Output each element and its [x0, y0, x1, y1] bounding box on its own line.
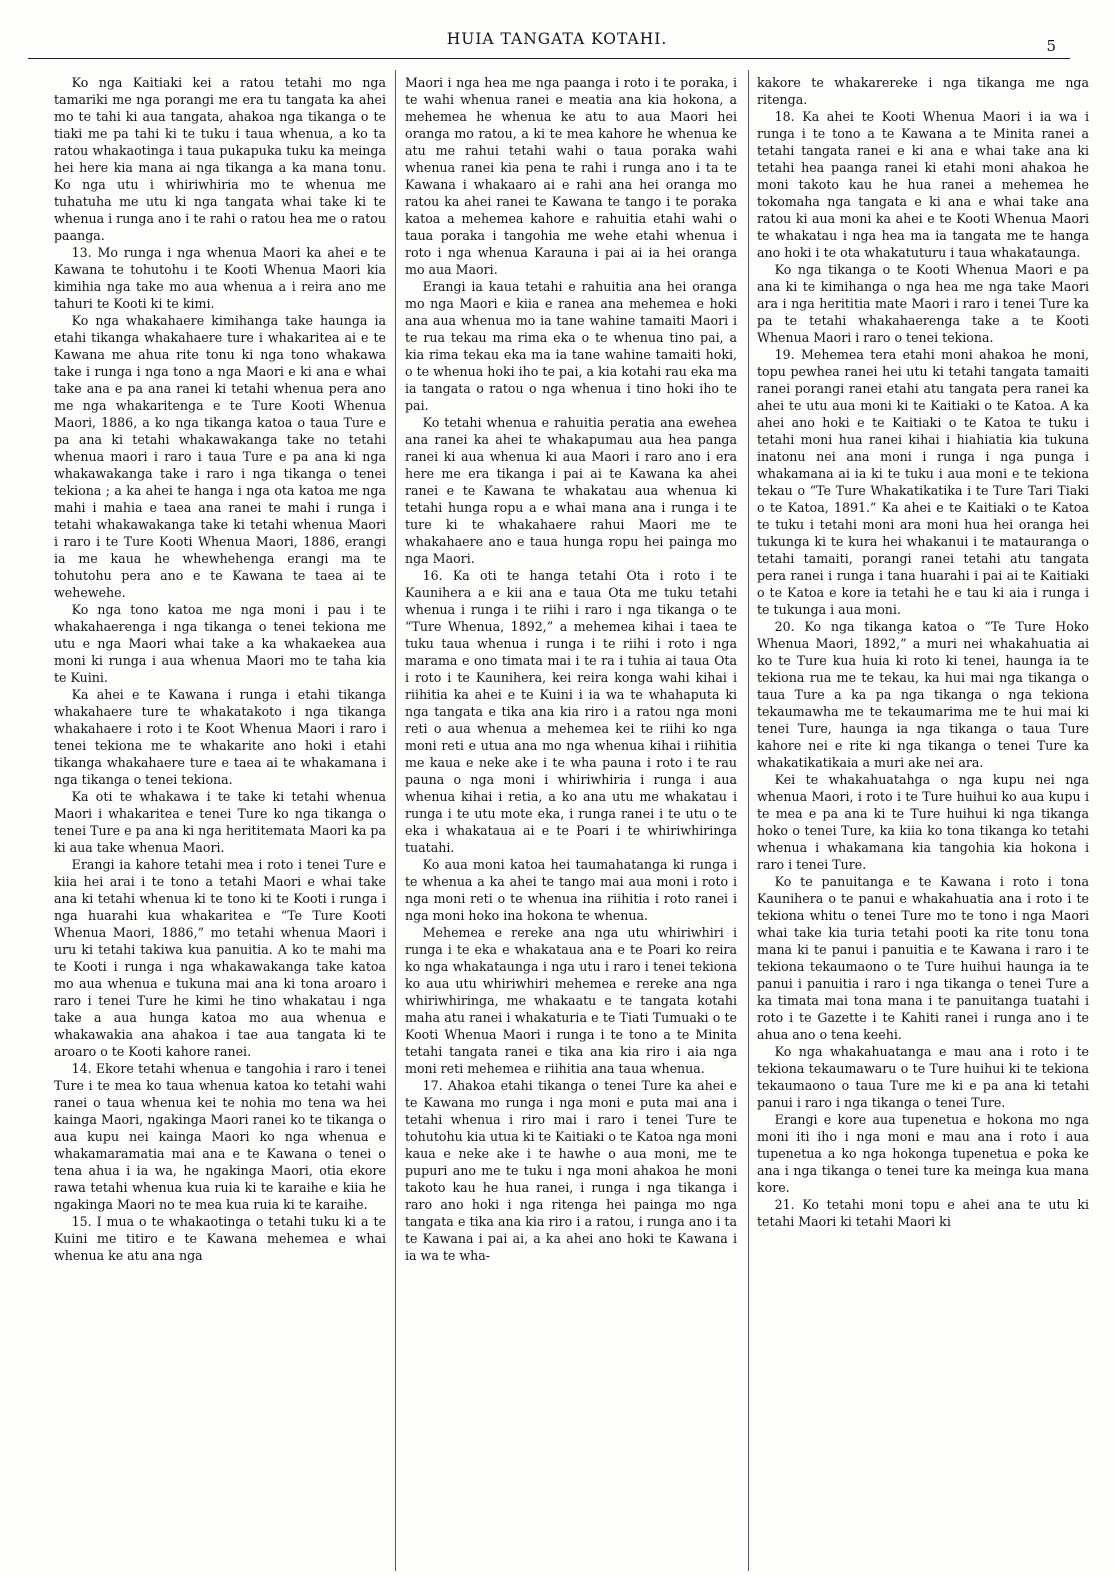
paragraph: 20. Ko nga tikanga katoa o “Te Ture Hoko Whenua Maori, 1892,” a muri nei whakahuatia ai ko te Ture kua huia ki roto ki tenei, haunga ia te tekiona rua me te tekau, ka hui mai nga tikanga o taua Ture a ka pa nga tikanga o nga tekiona tekaumawha me te tekaumarima me te hui mai ki tenei Ture, haunga ia nga tikanga o taua Ture kahore nei e rite ki nga tikanga o tenei Ture ka whakatikatikaia a muri ake nei ara. [757, 619, 1089, 770]
paragraph: Ko aua moni katoa hei taumahatanga ki runga i te whenua a ka ahei te tango mai aua moni i roto i nga moni reti o te whenua ina riihitia i roto ranei i nga moni hoko ina hokona te whenua. [405, 857, 737, 923]
paragraph: Ka ahei e te Kawana i runga i etahi tikanga whakahaere ture te whakatakoto i nga tikanga whakahaere i roto i te Koot Whenua Maori i raro i tenei tekiona me te whakarite ano hoki i etahi tikanga whakahaere ture e taea ai te whakamana i nga tikanga o tenei tekiona. [54, 687, 386, 787]
text-column-3 [757, 74, 1089, 1569]
paragraph: 15. I mua o te whakaotinga o tetahi tuku ki a te Kuini me titiro e te Kawana mehemea e whai whenua ke atu ana nga [54, 1214, 386, 1263]
paragraph: Erangi ia kahore tetahi mea i roto i tenei Ture e kiia hei arai i te tono a tetahi Maori e whai take ana ki tetahi whenua ki te tono ki te Kooti i runga i nga huarahi kua whakaritea e “Te Ture Kooti Whenua Maori, 1886,” mo tetahi whenua Maori i uru ki tetahi takiwa kua panuitia. A ko te mahi ma te Kooti i runga i nga whakawakanga take katoa mo aua whenua e tukuna mai ana ki tona aroaro i raro i tenei Ture he kimi he tino whakatau i nga take a aua hunga katoa mo aua whenua e whakawakia ana ahakoa i tae aua tangata ki te aroaro o te Kooti kahore ranei. [54, 857, 386, 1059]
paragraph: Ko nga whakahaere kimihanga take haunga ia etahi tikanga whakahaere ture i whakaritea ai e te Kawana me ahua rite tonu ki nga tono whakawa take i runga i nga tono a nga Maori e ki ana e whai take ana e pa ana ranei ki tetahi whenua pera ano me nga whakaritenga e te Ture Kooti Whenua Maori, 1886, a ko nga tikanga katoa o taua Ture e pa ana ki tetahi whakawakanga take no tetahi whenua maori i raro i taua Ture e pa ana ki nga whakawakanga take i raro i nga tikanga o tenei tekiona ; a ka ahei te hanga i nga ota katoa me nga mahi i mahia e taea ana ranei te mahi i runga i tetahi whakawakanga take ki tetahi whenua Maori i raro i te Ture Kooti Whenua Maori, 1886, erangi ia me kaua he whewhehenga erangi ma te tohutohu pera ano e te Kawana te taea ai te wehewehe. [54, 313, 386, 600]
paragraph: Maori i nga hea me nga paanga i roto i te poraka, i te wahi whenua ranei e meatia ana kia hokona, a mehemea he whenua ke atu to aua Maori hei oranga mo ratou, a ki te mea kahore he whenua ke atu me rahui tetahi wahi o taua poraka wahi whenua ranei kia pena te rahi i runga ano i ta te Kawana i whakaaro ai e rahi ana hei oranga mo ratou ka ahei ranei te Kawana te tango i te poraka katoa a mehemea kahore e rahuitia etahi wahi o taua poraka i tangohia me wehe etahi whenua i roto i nga whenua Karauna i pai ai ia hei oranga mo aua Maori. [405, 75, 737, 277]
paragraph: Erangi e kore aua tupenetua e hokona mo nga moni iti iho i nga moni e mau ana i roto i aua tupenetua a ko nga hokonga tupenetua e poka ke ana i nga tikanga o tenei ture ka meinga kua mana kore. [757, 1112, 1089, 1195]
paragraph: Ka oti te whakawa i te take ki tetahi whenua Maori i whakaritea e tenei Ture ko nga tikanga o tenei Ture e pa ana ki nga herititemata Maori ka pa ki aua take whenua Maori. [54, 789, 386, 855]
page-header-title: HUIA TANGATA KOTAHI. [446, 30, 668, 48]
paragraph: 18. Ka ahei te Kooti Whenua Maori i ia wa i runga i te tono a te Kawana a te Minita ranei a tetahi tangata ranei e ki ana e whai take ana ki tetahi hea paanga ranei ki etahi moni ahakoa he moni takoto kau he hua ranei a mehemea he tokomaha nga tangata e ki ana e whai take ana ratou ki aua moni ka ahei e te Kooti Whenua Maori te whakatau i nga hea ma ia tangata me te hanga ano hoki i te ota whakatuturu i taua whakataunga. [757, 109, 1089, 260]
paragraph: Ko te panuitanga e te Kawana i roto i tona Kaunihera o te panui e whakahuatia ana i roto i te tekiona whitu o tenei Ture mo te tono i nga Maori whai take kia turia tetahi pooti ka rite tonu tona mana ki te panui i panuitia e te Kawana i raro i te tekiona tekaumaono o te Ture huihui haunga ia te panui i panuitia i raro i nga tikanga o tenei Ture a ka timata mai tona mana i te panuitanga tuatahi i roto i te Gazette i te Kahiti ranei i runga ano i te ahua ano o tena keehi. [757, 874, 1089, 1042]
paragraph: 19. Mehemea tera etahi moni ahakoa he moni, topu pewhea ranei hei utu ki tetahi tangata tamaiti ranei porangi ranei etahi atu tangata pera ranei ka ahei te utu aua moni ki te Kaitiaki o te Katoa. A ka ahei ano hoki e te Kaitiaki o te Katoa te tuku i tetahi moni hua ranei kihai i hiahiatia kia tukuna inatonu nei ana moni i runga i nga punga i whakamana ai ia ki te tuku i aua moni e te tekiona tekau o “Te Ture Whakatikatika i te Ture Tari Tiaki o te Katoa, 1891.” Ka ahei e te Kaitiaki o te Katoa te tuku i tetahi moni ara moni hua hei oranga hei tukunga ki te kura hei whakanui i te matauranga o tetahi tamaiti, porangi ranei tetahi atu tangata pera ranei i runga i tana huarahi i pai ai te Kaitiaki o te Katoa e kore ia tetahi he e tau ki aia i runga i te tukunga i aua moni. [757, 347, 1089, 617]
column-divider-2 [748, 70, 749, 1571]
page-number: 5 [1046, 37, 1056, 55]
paragraph: Ko nga tikanga o te Kooti Whenua Maori e pa ana ki te kimihanga o nga hea me nga take Maori ara i nga herititia mate Maori i raro i tenei Ture ka pa te tetahi whakahaerenga take a te Kooti Whenua Maori i raro o tenei tekiona. [757, 262, 1089, 345]
paragraph: kakore te whakarereke i nga tikanga me nga ritenga. [757, 75, 1089, 107]
header-rule [28, 58, 1070, 59]
paragraph: 13. Mo runga i nga whenua Maori ka ahei e te Kawana te tohutohu i te Kooti Whenua Maori kia kimihia nga take mo aua whenua a i reira ano me tahuri te Kooti ki te kimi. [54, 245, 386, 311]
paragraph: 14. Ekore tetahi whenua e tangohia i raro i tenei Ture i te mea ko taua whenua katoa ko tetahi wahi ranei o taua whenua kei te nohia mo tena wa hei kainga Maori, ngakinga Maori ranei ko te tikanga o aua kupu nei kainga Maori ko nga whenua e whakamaramatia mai ana e te Kawana o tenei o tena ahua i ia wa, he ngakinga Maori, otia ekore rawa tetahi whenua kua ruia ki te karaihe e kiia he ngakinga Maori no te mea kua ruia ki te karaihe. [54, 1061, 386, 1212]
paragraph: Ko tetahi whenua e rahuitia peratia ana ewehea ana ranei ka ahei te whakapumau aua hea panga ranei ki aua whenua ki aua Maori i raro ano i era here me era tikanga i pai ai te Kawana ka ahei ranei e te Kawana te whakatau aua whenua ki tetahi hunga ropu a e whai mana ana i runga i te ture ki te whakahaere rahui Maori me te whakahaere ano e taua hunga ropu hei painga mo nga Maori. [405, 415, 737, 566]
paragraph: 21. Ko tetahi moni topu e ahei ana te utu ki tetahi Maori ki tetahi Maori ki [757, 1197, 1089, 1229]
paragraph: Ko nga tono katoa me nga moni i pau i te whakahaerenga i nga tikanga o tenei tekiona me utu e nga Maori whai take a ka whakaekea aua moni ki runga i aua whenua Maori mo te taha kia te Kuini. [54, 602, 386, 685]
column-divider-1 [395, 70, 396, 1571]
paragraph: Kei te whakahuatahga o nga kupu nei nga whenua Maori, i roto i te Ture huihui ko aua kupu i te mea e pa ana ki te Ture huihui ki nga tikanga hoko o tenei Ture, ka kiia ko tona tikanga ko tetahi whenua i whakamana kia tangohia kia hokona i raro i tenei Ture. [757, 772, 1089, 872]
paragraph: Ko nga Kaitiaki kei a ratou tetahi mo nga tamariki me nga porangi me era tu tangata ka ahei mo te tahi ki aua tangata, ahakoa nga tikanga o te tiaki me pa tahi ki te tuku i taua whenua, a ko ta ratou whakaotinga i taua pukapuka tuku ka meinga hei here kia mana ai nga tikanga a ka mana tonu. Ko nga utu i whiriwhiria mo te whenua me tuhatuha me utu ki nga tangata whai take ki te whenua i runga ano i te rahi o ratou hea me o ratou paanga. [54, 75, 386, 243]
text-column-1 [54, 74, 386, 1569]
paragraph: 16. Ka oti te hanga tetahi Ota i roto i te Kaunihera a e kii ana e taua Ota me tuku tetahi whenua i runga i te riihi i raro i nga tikanga o te “Ture Whenua, 1892,” a mehemea kihai i taea te tuku taua whenua i runga i te riihi i roto i nga marama e ono timata mai i te ra i tuhia ai taua Ota i roto i te Kaunihera, kei reira konga wahi kihai i riihitia ka ahei e te Kuini i ia wa te whahaputa ki nga tangata e tika ana kia riro i a ratou nga moni reti o aua whenua a mehemea kei te riihi ko nga moni reti e utua ana mo nga whenua kihai i riihitia me kaua e neke ake i te wha pauna i roto i te rau pauna o nga moni i whiriwhiria i runga i aua whenua kihai i retia, a ko ana utu me whakatau i runga i te utu mote eka, i runga ranei i te utu o te eka i whakataua ai e te Poari i te whiriwhiringa tuatahi. [405, 568, 737, 855]
text-column-2 [405, 74, 737, 1569]
paragraph: 17. Ahakoa etahi tikanga o tenei Ture ka ahei e te Kawana mo runga i nga moni e puta mai ana i tetahi whenua i riro mai i raro i tenei Ture te tohutohu kia utua ki te Kaitiaki o te Katoa nga moni kaua e neke ake i te hawhe o aua moni, me te pupuri ano me te tuku i nga moni ahakoa he moni takoto kau he hua ranei, i runga i nga tikanga i raro ano hoki i nga ritenga hei painga mo nga tangata e tika ana kia riro i a ratou, i runga ano i ta te Kawana i pai ai, a ka ahei ano hoki te Kawana i ia wa te wha- [405, 1078, 737, 1263]
paragraph: Erangi ia kaua tetahi e rahuitia ana hei oranga mo nga Maori e kiia e ranea ana mehemea e hoki ana aua whenua mo ia tane wahine tamaiti Maori i te rua tekau ma rima eka o te whenua tino pai, a kia rima tekau eka ma ia tane wahine tamaiti hoki, o te whenua hoki iho te pai, a kia kotahi rau eka ma ia tangata o ratou o nga whenua i tino hoki iho te pai. [405, 279, 737, 413]
paragraph: Mehemea e rereke ana nga utu whiriwhiri i runga i te eka e whakataua ana e te Poari ko reira ko nga whakataunga i nga utu i raro i tenei tekiona ko aua utu whiriwhiri mehemea e rereke ana nga whiriwhiringa, me whakaatu e te tangata kotahi maha atu ranei i whakaturia e te Tiati Tumuaki o te Kooti Whenua Maori i runga i te tono a te Minita tetahi tangata ranei e tika ana kia riro i aia nga moni reti mehemea e riihitia ana taua whenua. [405, 925, 737, 1076]
paragraph: Ko nga whakahuatanga e mau ana i roto i te tekiona tekaumawaru o te Ture huihui ki te tekiona tekaumaono o taua Ture me ki e pa ana ki tetahi panui i raro i nga tikanga o tenei Ture. [757, 1044, 1089, 1110]
